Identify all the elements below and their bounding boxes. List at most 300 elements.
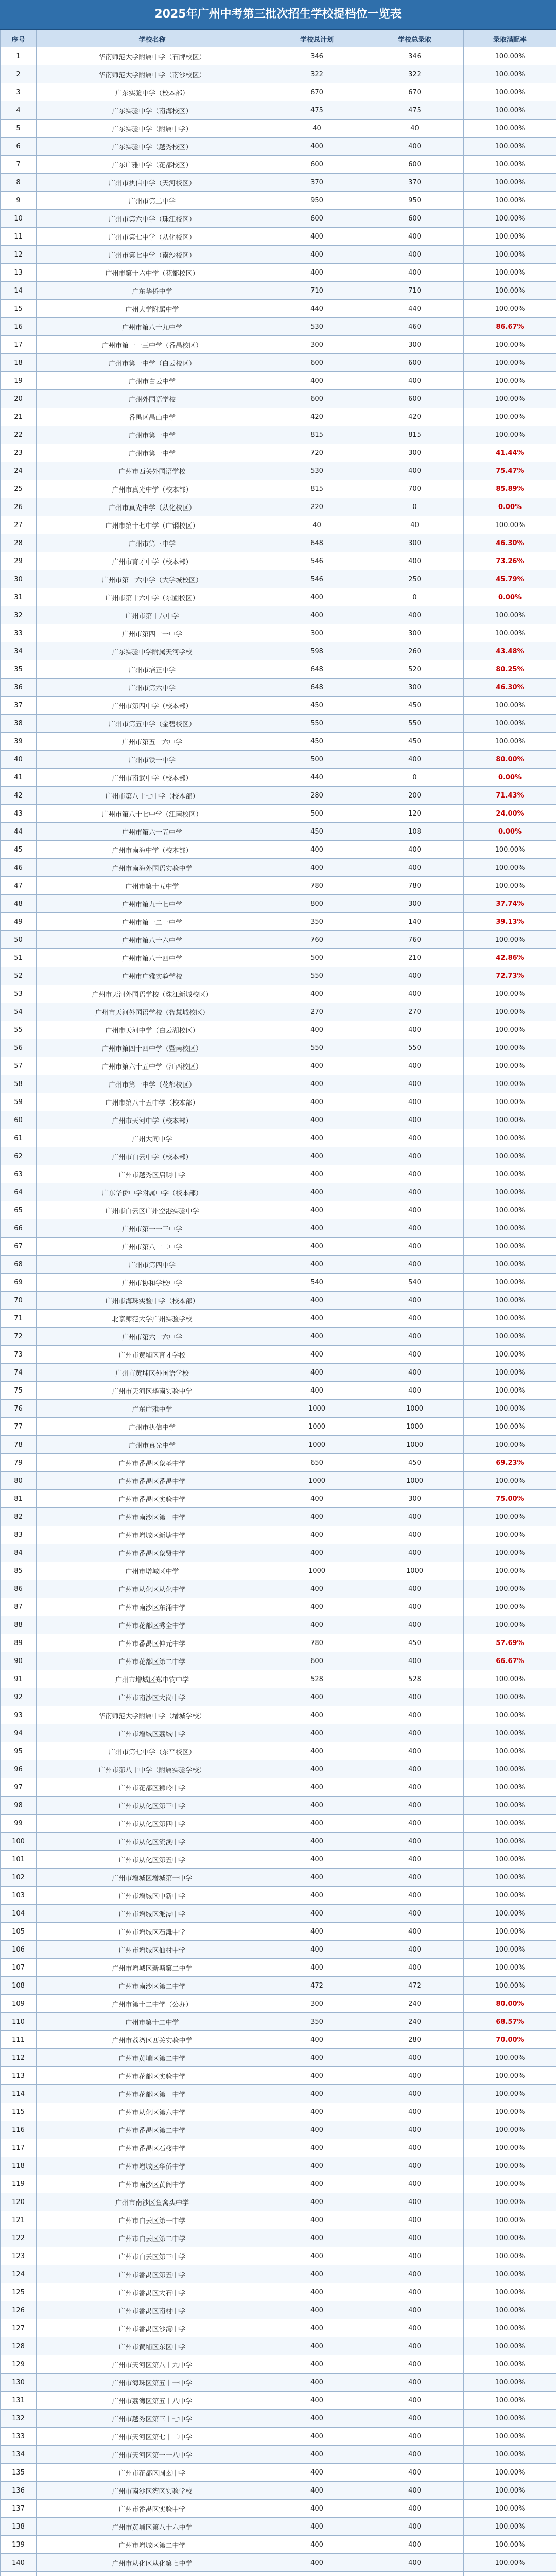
admitted-total: 300 bbox=[366, 895, 464, 913]
fill-rate: 100.00% bbox=[464, 408, 556, 426]
fill-rate: 100.00% bbox=[464, 83, 556, 101]
school-name: 广州市增城区郑中钧中学 bbox=[37, 1670, 268, 1688]
planned-total: 300 bbox=[268, 624, 366, 642]
table-row bbox=[1, 1039, 556, 1057]
admitted-total: 400 bbox=[366, 2428, 464, 2446]
row-index: 96 bbox=[1, 1760, 37, 1778]
planned-total: 400 bbox=[268, 1364, 366, 1382]
admitted-total: 520 bbox=[366, 660, 464, 679]
admitted-total: 550 bbox=[366, 715, 464, 733]
fill-rate: 100.00% bbox=[464, 65, 556, 83]
planned-total: 400 bbox=[268, 2319, 366, 2337]
row-index: 48 bbox=[1, 895, 37, 913]
row-index: 7 bbox=[1, 156, 37, 174]
planned-total: 400 bbox=[268, 1851, 366, 1869]
planned-total: 346 bbox=[268, 47, 366, 65]
row-index: 137 bbox=[1, 2500, 37, 2518]
row-index: 129 bbox=[1, 2355, 37, 2374]
table-row bbox=[1, 1075, 556, 1093]
admitted-total: 710 bbox=[366, 282, 464, 300]
admitted-total: 760 bbox=[366, 931, 464, 949]
table-row bbox=[1, 805, 556, 823]
table-row bbox=[1, 2301, 556, 2319]
row-index: 98 bbox=[1, 1797, 37, 1815]
fill-rate: 57.69% bbox=[464, 1634, 556, 1652]
table-row bbox=[1, 1995, 556, 2013]
admitted-total: 400 bbox=[366, 841, 464, 859]
fill-rate: 100.00% bbox=[464, 2554, 556, 2572]
school-name: 广州市增城区新塘中学 bbox=[37, 1526, 268, 1544]
school-name: 广州市天河区第一一八中学 bbox=[37, 2446, 268, 2464]
school-name: 广州市天河中学（白云湖校区） bbox=[37, 1021, 268, 1039]
school-name: 广州市第一中学（白云校区） bbox=[37, 354, 268, 372]
planned-total: 400 bbox=[268, 2392, 366, 2410]
row-index: 6 bbox=[1, 138, 37, 156]
table-row bbox=[1, 210, 556, 228]
admitted-total: 400 bbox=[366, 2554, 464, 2572]
planned-total: 400 bbox=[268, 1292, 366, 1310]
fill-rate: 100.00% bbox=[464, 426, 556, 444]
planned-total: 500 bbox=[268, 949, 366, 967]
planned-total: 400 bbox=[268, 246, 366, 264]
admitted-total: 400 bbox=[366, 1544, 464, 1562]
table-row bbox=[1, 1508, 556, 1526]
row-index: 67 bbox=[1, 1238, 37, 1256]
fill-rate: 100.00% bbox=[464, 624, 556, 642]
school-name: 广州市第十六中学（花都校区） bbox=[37, 264, 268, 282]
row-index: 94 bbox=[1, 1724, 37, 1742]
admitted-total: 400 bbox=[366, 2247, 464, 2265]
fill-rate: 0.00% bbox=[464, 769, 556, 787]
school-name bbox=[37, 2572, 268, 2576]
planned-total: 400 bbox=[268, 1580, 366, 1598]
fill-rate: 100.00% bbox=[464, 1580, 556, 1598]
row-index: 14 bbox=[1, 282, 37, 300]
row-index: 77 bbox=[1, 1418, 37, 1436]
planned-total: 400 bbox=[268, 2049, 366, 2067]
admitted-total: 400 bbox=[366, 2085, 464, 2103]
admitted-total: 400 bbox=[366, 1093, 464, 1111]
school-name: 广州市第八十九中学 bbox=[37, 318, 268, 336]
fill-rate: 72.73% bbox=[464, 967, 556, 985]
fill-rate: 100.00% bbox=[464, 1328, 556, 1346]
school-name: 广州市天河外国语学校（智慧城校区） bbox=[37, 1003, 268, 1021]
header-admitted: 学校总录取 bbox=[366, 30, 464, 47]
planned-total: 400 bbox=[268, 606, 366, 624]
admitted-total: 400 bbox=[366, 985, 464, 1003]
row-index: 69 bbox=[1, 1274, 37, 1292]
school-name: 广州市第八十六中学 bbox=[37, 931, 268, 949]
admitted-total: 200 bbox=[366, 787, 464, 805]
fill-rate: 100.00% bbox=[464, 336, 556, 354]
row-index: 68 bbox=[1, 1256, 37, 1274]
planned-total: 400 bbox=[268, 1201, 366, 1219]
table-row bbox=[1, 552, 556, 570]
fill-rate: 100.00% bbox=[464, 228, 556, 246]
school-name: 广州市番禺区实验中学 bbox=[37, 2500, 268, 2518]
table-row bbox=[1, 408, 556, 426]
table-row bbox=[1, 2428, 556, 2446]
table-row bbox=[1, 1887, 556, 1905]
admitted-total: 400 bbox=[366, 1959, 464, 1977]
row-index: 100 bbox=[1, 1833, 37, 1851]
table-row bbox=[1, 264, 556, 282]
row-index: 125 bbox=[1, 2283, 37, 2301]
school-name: 广州市荔湾区西关实验中学 bbox=[37, 2031, 268, 2049]
table-row bbox=[1, 480, 556, 498]
table-row bbox=[1, 2229, 556, 2247]
row-index: 81 bbox=[1, 1490, 37, 1508]
planned-total: 322 bbox=[268, 65, 366, 83]
planned-total: 815 bbox=[268, 480, 366, 498]
row-index: 43 bbox=[1, 805, 37, 823]
row-index: 4 bbox=[1, 101, 37, 120]
table-row bbox=[1, 2193, 556, 2211]
admitted-total: 400 bbox=[366, 2355, 464, 2374]
fill-rate: 100.00% bbox=[464, 877, 556, 895]
school-name: 广州市增城区荔城中学 bbox=[37, 1724, 268, 1742]
row-index: 33 bbox=[1, 624, 37, 642]
school-name: 华南师范大学附属中学（增城学校） bbox=[37, 1706, 268, 1724]
admitted-total: 400 bbox=[366, 1923, 464, 1941]
table-row bbox=[1, 1742, 556, 1760]
admitted-total: 400 bbox=[366, 1706, 464, 1724]
row-index: 61 bbox=[1, 1129, 37, 1147]
row-index: 10 bbox=[1, 210, 37, 228]
table-row bbox=[1, 1778, 556, 1797]
table-row bbox=[1, 2103, 556, 2121]
planned-total: 400 bbox=[268, 2211, 366, 2229]
row-index: 140 bbox=[1, 2554, 37, 2572]
admitted-total: 40 bbox=[366, 120, 464, 138]
table-row bbox=[1, 2031, 556, 2049]
fill-rate: 100.00% bbox=[464, 1021, 556, 1039]
row-index: 79 bbox=[1, 1454, 37, 1472]
fill-rate: 45.79% bbox=[464, 570, 556, 588]
planned-total: 546 bbox=[268, 552, 366, 570]
admitted-total: 400 bbox=[366, 552, 464, 570]
table-row bbox=[1, 156, 556, 174]
planned-total: 400 bbox=[268, 1382, 366, 1400]
fill-rate: 73.26% bbox=[464, 552, 556, 570]
table-row bbox=[1, 174, 556, 192]
fill-rate: 100.00% bbox=[464, 1147, 556, 1165]
planned-total: 600 bbox=[268, 210, 366, 228]
school-name: 广州市天河区第八十九中学 bbox=[37, 2355, 268, 2374]
table-row bbox=[1, 877, 556, 895]
fill-rate: 100.00% bbox=[464, 2103, 556, 2121]
planned-total: 400 bbox=[268, 1544, 366, 1562]
fill-rate: 100.00% bbox=[464, 2049, 556, 2067]
row-index: 63 bbox=[1, 1165, 37, 1183]
row-index: 76 bbox=[1, 1400, 37, 1418]
fill-rate: 100.00% bbox=[464, 1688, 556, 1706]
table-row bbox=[1, 1292, 556, 1310]
school-name: 广州市从化区从化中学 bbox=[37, 1580, 268, 1598]
admitted-total: 450 bbox=[366, 1454, 464, 1472]
fill-rate: 100.00% bbox=[464, 1364, 556, 1382]
planned-total: 350 bbox=[268, 2013, 366, 2031]
table-row bbox=[1, 769, 556, 787]
table-row bbox=[1, 65, 556, 83]
fill-rate: 100.00% bbox=[464, 1508, 556, 1526]
admitted-total: 400 bbox=[366, 1346, 464, 1364]
row-index: 38 bbox=[1, 715, 37, 733]
school-name: 广东华侨中学附属中学（校本部） bbox=[37, 1183, 268, 1201]
admitted-total: 400 bbox=[366, 1688, 464, 1706]
admitted-total: 400 bbox=[366, 2482, 464, 2500]
row-index: 47 bbox=[1, 877, 37, 895]
planned-total: 600 bbox=[268, 156, 366, 174]
planned-total: 400 bbox=[268, 2103, 366, 2121]
school-name: 广州市第八十中学（附属实验学校） bbox=[37, 1760, 268, 1778]
school-name: 广州市南沙区大岗中学 bbox=[37, 1688, 268, 1706]
school-name: 广州市第九十七中学 bbox=[37, 895, 268, 913]
school-name: 广州市番禺区沙湾中学 bbox=[37, 2319, 268, 2337]
planned-total: 400 bbox=[268, 1219, 366, 1238]
admission-table bbox=[0, 30, 556, 2576]
fill-rate: 100.00% bbox=[464, 1941, 556, 1959]
fill-rate: 100.00% bbox=[464, 1887, 556, 1905]
admitted-total: 250 bbox=[366, 570, 464, 588]
planned-total: 600 bbox=[268, 354, 366, 372]
admitted-total: 400 bbox=[366, 1616, 464, 1634]
row-index: 124 bbox=[1, 2265, 37, 2283]
admitted-total: 400 bbox=[366, 2319, 464, 2337]
planned-total: 400 bbox=[268, 2085, 366, 2103]
admitted-total: 120 bbox=[366, 805, 464, 823]
admitted-total: 670 bbox=[366, 83, 464, 101]
fill-rate: 100.00% bbox=[464, 1346, 556, 1364]
row-index: 21 bbox=[1, 408, 37, 426]
school-name: 广州市白云中学 bbox=[37, 372, 268, 390]
fill-rate: 100.00% bbox=[464, 1310, 556, 1328]
fill-rate: 100.00% bbox=[464, 2175, 556, 2193]
planned-total: 400 bbox=[268, 1797, 366, 1815]
school-name: 广州市第七中学（从化校区） bbox=[37, 228, 268, 246]
school-name: 广州市南沙区湾区实验学校 bbox=[37, 2482, 268, 2500]
planned-total: 400 bbox=[268, 2265, 366, 2283]
row-index: 57 bbox=[1, 1057, 37, 1075]
row-index: 9 bbox=[1, 192, 37, 210]
fill-rate: 43.48% bbox=[464, 642, 556, 660]
fill-rate: 100.00% bbox=[464, 192, 556, 210]
school-name: 广州市番禺区象贤中学 bbox=[37, 1544, 268, 1562]
school-name: 广州市天河外国语学校（珠江新城校区） bbox=[37, 985, 268, 1003]
row-index: 97 bbox=[1, 1778, 37, 1797]
school-name: 广州市番禺区仲元中学 bbox=[37, 1634, 268, 1652]
school-name: 广州市第十二中学（公办） bbox=[37, 1995, 268, 2013]
row-index: 132 bbox=[1, 2410, 37, 2428]
fill-rate: 100.00% bbox=[464, 1706, 556, 1724]
school-name: 广州市白云区广州空港实验中学 bbox=[37, 1201, 268, 1219]
school-name: 广州市黄埔区东区中学 bbox=[37, 2337, 268, 2355]
admitted-total: 400 bbox=[366, 751, 464, 769]
planned-total: 400 bbox=[268, 985, 366, 1003]
fill-rate: 100.00% bbox=[464, 1039, 556, 1057]
school-name: 广州市从化区第三中学 bbox=[37, 1797, 268, 1815]
planned-total: 648 bbox=[268, 534, 366, 552]
school-name: 广州市第十六中学（东圃校区） bbox=[37, 588, 268, 606]
table-row bbox=[1, 1634, 556, 1652]
planned-total: 400 bbox=[268, 228, 366, 246]
row-index: 71 bbox=[1, 1310, 37, 1328]
admitted-total: 400 bbox=[366, 2410, 464, 2428]
row-index: 82 bbox=[1, 1508, 37, 1526]
table-row bbox=[1, 282, 556, 300]
planned-total: 780 bbox=[268, 1634, 366, 1652]
table-row bbox=[1, 1147, 556, 1165]
school-name: 广州大同中学 bbox=[37, 1129, 268, 1147]
header-school: 学校名称 bbox=[37, 30, 268, 47]
table-row bbox=[1, 751, 556, 769]
admitted-total: 240 bbox=[366, 1995, 464, 2013]
row-index: 2 bbox=[1, 65, 37, 83]
fill-rate: 100.00% bbox=[464, 1742, 556, 1760]
planned-total: 400 bbox=[268, 2536, 366, 2554]
planned-total: 780 bbox=[268, 877, 366, 895]
school-name: 广州市真光中学 bbox=[37, 1436, 268, 1454]
row-index: 115 bbox=[1, 2103, 37, 2121]
admitted-total: 400 bbox=[366, 1742, 464, 1760]
school-name: 北京师范大学广州实验学校 bbox=[37, 1310, 268, 1328]
admitted-total: 400 bbox=[366, 2139, 464, 2157]
row-index: 105 bbox=[1, 1923, 37, 1941]
fill-rate: 100.00% bbox=[464, 1201, 556, 1219]
table-row bbox=[1, 1959, 556, 1977]
school-name: 广东实验中学（越秀校区） bbox=[37, 138, 268, 156]
planned-total: 400 bbox=[268, 859, 366, 877]
admitted-total: 400 bbox=[366, 1364, 464, 1382]
school-name: 广州市第一一三中学（番禺校区） bbox=[37, 336, 268, 354]
fill-rate: 100.00% bbox=[464, 282, 556, 300]
row-index: 20 bbox=[1, 390, 37, 408]
header-rate: 录取满配率 bbox=[464, 30, 556, 47]
row-index: 117 bbox=[1, 2139, 37, 2157]
table-row bbox=[1, 1418, 556, 1436]
admitted-total: 400 bbox=[366, 2518, 464, 2536]
admitted-total: 0 bbox=[366, 498, 464, 516]
admitted-total: 370 bbox=[366, 174, 464, 192]
row-index: 37 bbox=[1, 697, 37, 715]
planned-total: 400 bbox=[268, 2067, 366, 2085]
fill-rate: 100.00% bbox=[464, 1129, 556, 1147]
planned-total: 500 bbox=[268, 805, 366, 823]
table-row bbox=[1, 1941, 556, 1959]
fill-rate: 100.00% bbox=[464, 2085, 556, 2103]
table-row bbox=[1, 534, 556, 552]
planned-total: 440 bbox=[268, 769, 366, 787]
table-row bbox=[1, 1129, 556, 1147]
school-name: 广州市天河中学（校本部） bbox=[37, 1111, 268, 1129]
row-index: 83 bbox=[1, 1526, 37, 1544]
school-name: 广州市第八十五中学（校本部） bbox=[37, 1093, 268, 1111]
school-name: 广州市执信中学 bbox=[37, 1418, 268, 1436]
school-name: 广州市番禺区番禺中学 bbox=[37, 1472, 268, 1490]
fill-rate: 100.00% bbox=[464, 1274, 556, 1292]
planned-total: 270 bbox=[268, 1003, 366, 1021]
row-index: 40 bbox=[1, 751, 37, 769]
row-index: 110 bbox=[1, 2013, 37, 2031]
fill-rate: 100.00% bbox=[464, 2301, 556, 2319]
fill-rate: 100.00% bbox=[464, 1418, 556, 1436]
planned-total: 400 bbox=[268, 2410, 366, 2428]
admitted-total: 210 bbox=[366, 949, 464, 967]
fill-rate: 100.00% bbox=[464, 1057, 556, 1075]
school-name: 广东实验中学附属天河学校 bbox=[37, 642, 268, 660]
planned-total: 400 bbox=[268, 2031, 366, 2049]
school-name: 广州市增城区华侨中学 bbox=[37, 2157, 268, 2175]
table-row bbox=[1, 1670, 556, 1688]
fill-rate: 100.00% bbox=[464, 1256, 556, 1274]
row-index: 116 bbox=[1, 2121, 37, 2139]
school-name: 广州市番禺区大石中学 bbox=[37, 2283, 268, 2301]
planned-total: 550 bbox=[268, 1039, 366, 1057]
row-index: 35 bbox=[1, 660, 37, 679]
planned-total: 400 bbox=[268, 2554, 366, 2572]
table-row bbox=[1, 1003, 556, 1021]
fill-rate: 100.00% bbox=[464, 1183, 556, 1201]
school-name: 广州市南海外国语实验中学 bbox=[37, 859, 268, 877]
fill-rate: 100.00% bbox=[464, 841, 556, 859]
table-row bbox=[1, 2157, 556, 2175]
school-name: 广州市黄埔区育才学校 bbox=[37, 1346, 268, 1364]
fill-rate: 100.00% bbox=[464, 2482, 556, 2500]
row-index: 62 bbox=[1, 1147, 37, 1165]
planned-total: 350 bbox=[268, 913, 366, 931]
row-index: 133 bbox=[1, 2428, 37, 2446]
planned-total: 550 bbox=[268, 967, 366, 985]
admitted-total: 400 bbox=[366, 1941, 464, 1959]
fill-rate: 100.00% bbox=[464, 2265, 556, 2283]
fill-rate: 85.89% bbox=[464, 480, 556, 498]
fill-rate: 100.00% bbox=[464, 120, 556, 138]
planned-total: 500 bbox=[268, 751, 366, 769]
planned-total: 600 bbox=[268, 1652, 366, 1670]
admitted-total: 400 bbox=[366, 859, 464, 877]
planned-total: 540 bbox=[268, 1274, 366, 1292]
fill-rate: 100.00% bbox=[464, 1472, 556, 1490]
school-name: 广州市花都区秀全中学 bbox=[37, 1616, 268, 1634]
fill-rate: 100.00% bbox=[464, 2193, 556, 2211]
admitted-total: 460 bbox=[366, 318, 464, 336]
planned-total: 450 bbox=[268, 697, 366, 715]
fill-rate: 37.74% bbox=[464, 895, 556, 913]
table-row bbox=[1, 462, 556, 480]
fill-rate: 100.00% bbox=[464, 1616, 556, 1634]
school-name: 广州市白云区第一中学 bbox=[37, 2211, 268, 2229]
fill-rate: 75.47% bbox=[464, 462, 556, 480]
table-row bbox=[1, 2482, 556, 2500]
row-index: 75 bbox=[1, 1382, 37, 1400]
school-name: 广州市南沙区东涌中学 bbox=[37, 1598, 268, 1616]
school-name: 广州市黄埔区第八十六中学 bbox=[37, 2518, 268, 2536]
planned-total: 648 bbox=[268, 660, 366, 679]
fill-rate: 100.00% bbox=[464, 246, 556, 264]
school-name: 广州市第十二中学 bbox=[37, 2013, 268, 2031]
planned-total: 400 bbox=[268, 1093, 366, 1111]
planned-total: 400 bbox=[268, 1887, 366, 1905]
table-row bbox=[1, 1598, 556, 1616]
admitted-total: 1000 bbox=[366, 1472, 464, 1490]
admitted-total: 400 bbox=[366, 1111, 464, 1129]
planned-total: 400 bbox=[268, 1815, 366, 1833]
row-index: 5 bbox=[1, 120, 37, 138]
planned-total: 815 bbox=[268, 426, 366, 444]
school-name: 广州市第一中学（花都校区） bbox=[37, 1075, 268, 1093]
table-row bbox=[1, 1274, 556, 1292]
admitted-total: 400 bbox=[366, 2229, 464, 2247]
